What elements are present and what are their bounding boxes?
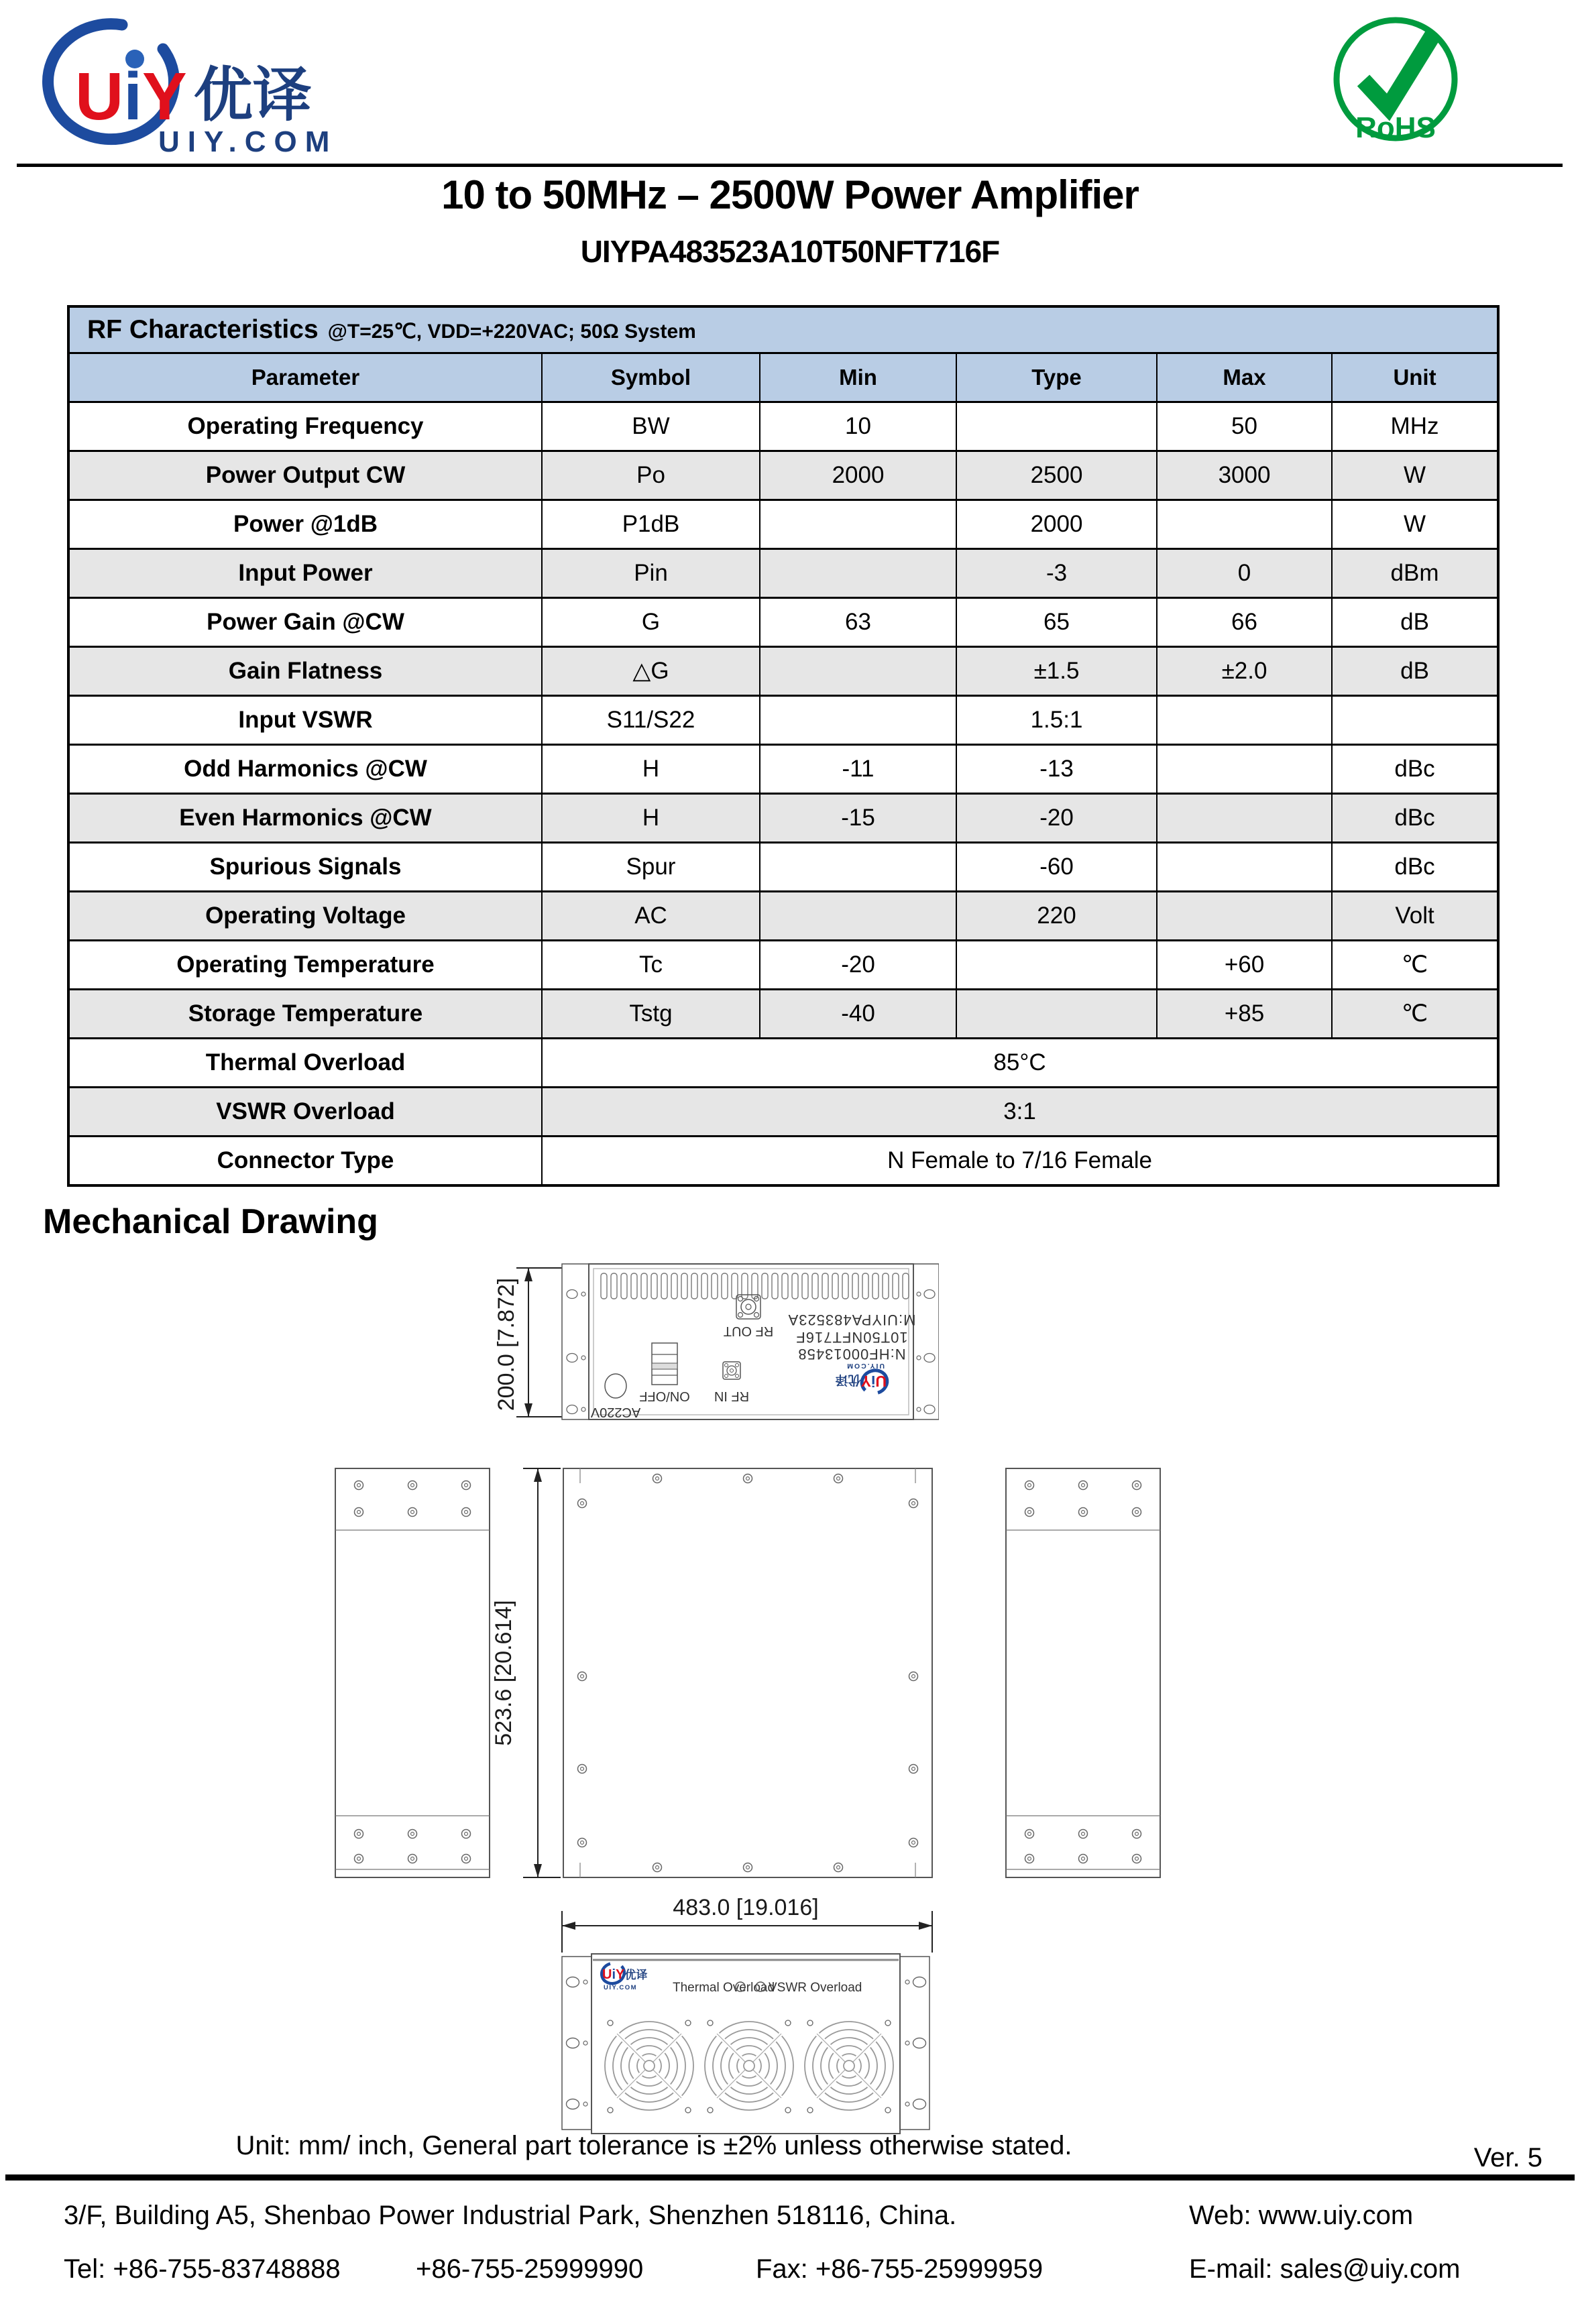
on-off-label: ON/OFF bbox=[639, 1389, 690, 1403]
uiy-logo bbox=[32, 7, 461, 164]
table-row bbox=[68, 1137, 1498, 1186]
screw-icon bbox=[1079, 1830, 1088, 1839]
svg-text:UIY.COM: UIY.COM bbox=[604, 1984, 638, 1991]
table-title: RF Characteristics bbox=[87, 315, 319, 344]
value-cell: 10 bbox=[760, 402, 956, 451]
rear-right-ear bbox=[913, 1264, 939, 1419]
screw-icon bbox=[1025, 1481, 1034, 1490]
footer-divider bbox=[5, 2174, 1575, 2181]
value-cell: -15 bbox=[760, 794, 956, 843]
screw-icon bbox=[355, 1481, 363, 1490]
screw-icon bbox=[909, 1499, 918, 1508]
table-row bbox=[68, 794, 1498, 843]
screw-icon bbox=[1079, 1855, 1088, 1863]
value-cell bbox=[760, 696, 956, 745]
value-cell bbox=[760, 647, 956, 696]
value-cell: -40 bbox=[760, 990, 956, 1039]
top-view-drawing bbox=[322, 1455, 1174, 1891]
parameter-cell: Operating Temperature bbox=[68, 941, 542, 990]
screw-icon bbox=[1025, 1830, 1034, 1839]
rear-part-line: 10T50NFT716F bbox=[795, 1329, 908, 1346]
parameter-cell: Storage Temperature bbox=[68, 990, 542, 1039]
fan-hub bbox=[844, 2060, 854, 2071]
value-cell: +60 bbox=[1157, 941, 1332, 990]
parameter-cell: Power Output CW bbox=[68, 451, 542, 500]
company-tel-2: +86-755-25999990 bbox=[416, 2254, 644, 2284]
col-parameter: Parameter bbox=[68, 353, 542, 402]
value-cell bbox=[956, 941, 1157, 990]
value-cell: -13 bbox=[956, 745, 1157, 794]
table-row bbox=[68, 892, 1498, 941]
screw-icon bbox=[462, 1830, 471, 1839]
value-cell: △G bbox=[542, 647, 760, 696]
parameter-cell: Odd Harmonics @CW bbox=[68, 745, 542, 794]
value-cell: H bbox=[542, 794, 760, 843]
company-email: E-mail: sales@uiy.com bbox=[1189, 2254, 1461, 2284]
logo-site-text: UIY.COM bbox=[158, 125, 338, 158]
rohs-label: RoHS bbox=[1355, 111, 1436, 144]
front-right-ear bbox=[900, 1957, 929, 2130]
value-cell bbox=[1157, 745, 1332, 794]
parameter-cell: Input VSWR bbox=[68, 696, 542, 745]
value-cell bbox=[1157, 500, 1332, 549]
parameter-cell: Input Power bbox=[68, 549, 542, 598]
value-cell: 3000 bbox=[1157, 451, 1332, 500]
value-cell: +85 bbox=[1157, 990, 1332, 1039]
screw-icon bbox=[462, 1508, 471, 1517]
vswr-overload-label: VSWR Overload bbox=[769, 1981, 862, 1995]
value-cell: dBc bbox=[1332, 745, 1498, 794]
rohs-badge bbox=[1327, 5, 1467, 163]
table-row bbox=[68, 647, 1498, 696]
parameter-cell: Power Gain @CW bbox=[68, 598, 542, 647]
table-row bbox=[68, 549, 1498, 598]
rear-height-dimension: 200.0 [7.872] bbox=[494, 1277, 519, 1411]
parameter-cell: Even Harmonics @CW bbox=[68, 794, 542, 843]
parameter-cell: Thermal Overload bbox=[68, 1039, 542, 1088]
value-cell: Tstg bbox=[542, 990, 760, 1039]
value-cell: AC bbox=[542, 892, 760, 941]
value-cell bbox=[760, 500, 956, 549]
value-cell: 0 bbox=[1157, 549, 1332, 598]
screw-icon bbox=[653, 1474, 662, 1483]
value-cell: 2000 bbox=[760, 451, 956, 500]
table-row bbox=[68, 696, 1498, 745]
table-conditions: @T=25℃, VDD=+220VAC; 50Ω System bbox=[327, 321, 696, 343]
screw-icon bbox=[408, 1508, 417, 1517]
value-cell bbox=[760, 843, 956, 892]
screw-icon bbox=[355, 1508, 363, 1517]
value-cell bbox=[956, 402, 1157, 451]
model-number: UIYPA483523A10T50NFT716F bbox=[580, 234, 1000, 269]
page-title: 10 to 50MHz – 2500W Power Amplifier bbox=[441, 172, 1139, 217]
value-cell: Pin bbox=[542, 549, 760, 598]
parameter-cell: Gain Flatness bbox=[68, 647, 542, 696]
value-cell: 50 bbox=[1157, 402, 1332, 451]
screw-icon bbox=[744, 1863, 752, 1872]
value-cell: 2500 bbox=[956, 451, 1157, 500]
table-row bbox=[68, 402, 1498, 451]
screw-icon bbox=[1079, 1481, 1088, 1490]
value-cell bbox=[1332, 696, 1498, 745]
merged-value-cell: 3:1 bbox=[542, 1088, 1498, 1137]
version-label: Ver. 5 bbox=[1473, 2143, 1542, 2172]
value-cell: G bbox=[542, 598, 760, 647]
company-website: Web: www.uiy.com bbox=[1189, 2201, 1414, 2230]
rear-left-ear bbox=[562, 1264, 589, 1419]
table-row bbox=[68, 745, 1498, 794]
rf-table-body bbox=[68, 402, 1498, 1186]
value-cell: P1dB bbox=[542, 500, 760, 549]
value-cell: Spur bbox=[542, 843, 760, 892]
value-cell bbox=[760, 892, 956, 941]
rf-in-label: RF IN bbox=[714, 1389, 750, 1403]
rohs-check-icon bbox=[1363, 34, 1434, 107]
screw-icon bbox=[355, 1830, 363, 1839]
parameter-cell: VSWR Overload bbox=[68, 1088, 542, 1137]
value-cell bbox=[1157, 892, 1332, 941]
screw-icon bbox=[1133, 1830, 1141, 1839]
parameter-cell: Operating Voltage bbox=[68, 892, 542, 941]
rf-characteristics-table bbox=[67, 305, 1500, 1187]
value-cell bbox=[1157, 843, 1332, 892]
screw-icon bbox=[578, 1499, 587, 1508]
parameter-cell: Spurious Signals bbox=[68, 843, 542, 892]
value-cell: 63 bbox=[760, 598, 956, 647]
col-unit: Unit bbox=[1332, 353, 1498, 402]
width-dimension: 483.0 [19.016] bbox=[673, 1895, 819, 1920]
thermal-overload-label: Thermal Overload bbox=[673, 1981, 775, 1995]
table-row bbox=[68, 1088, 1498, 1137]
rear-model-line: M:UIYPA483523A bbox=[787, 1312, 916, 1328]
table-row bbox=[68, 843, 1498, 892]
value-cell bbox=[1157, 794, 1332, 843]
value-cell: Po bbox=[542, 451, 760, 500]
value-cell: 220 bbox=[956, 892, 1157, 941]
screw-icon bbox=[834, 1474, 843, 1483]
svg-text:UiY优译: UiY优译 bbox=[602, 1967, 648, 1982]
value-cell: -60 bbox=[956, 843, 1157, 892]
value-cell: W bbox=[1332, 500, 1498, 549]
merged-value-cell: 85°C bbox=[542, 1039, 1498, 1088]
table-row bbox=[68, 598, 1498, 647]
value-cell: 1.5:1 bbox=[956, 696, 1157, 745]
table-title-band bbox=[68, 306, 1498, 353]
screw-icon bbox=[909, 1672, 918, 1681]
tolerance-note: Unit: mm/ inch, General part tolerance is ±2% unless otherwise stated. bbox=[235, 2131, 1072, 2160]
value-cell: Tc bbox=[542, 941, 760, 990]
value-cell bbox=[956, 990, 1157, 1039]
screw-icon bbox=[1025, 1508, 1034, 1517]
screw-icon bbox=[834, 1863, 843, 1872]
screw-icon bbox=[578, 1672, 587, 1681]
value-cell: -3 bbox=[956, 549, 1157, 598]
screw-icon bbox=[578, 1765, 587, 1774]
col-min: Min bbox=[760, 353, 956, 402]
parameter-cell: Connector Type bbox=[68, 1137, 542, 1186]
value-cell: S11/S22 bbox=[542, 696, 760, 745]
screw-icon bbox=[408, 1855, 417, 1863]
screw-icon bbox=[1133, 1481, 1141, 1490]
value-cell: ℃ bbox=[1332, 941, 1498, 990]
value-cell: dBm bbox=[1332, 549, 1498, 598]
value-cell: 66 bbox=[1157, 598, 1332, 647]
value-cell: ±1.5 bbox=[956, 647, 1157, 696]
screw-icon bbox=[355, 1855, 363, 1863]
screw-icon bbox=[1025, 1855, 1034, 1863]
screw-icon bbox=[408, 1481, 417, 1490]
col-type: Type bbox=[956, 353, 1157, 402]
screw-icon bbox=[1133, 1508, 1141, 1517]
rear-serial-line: N:HF00013458 bbox=[797, 1346, 906, 1362]
value-cell: dBc bbox=[1332, 843, 1498, 892]
value-cell: dBc bbox=[1332, 794, 1498, 843]
parameter-cell: Power @1dB bbox=[68, 500, 542, 549]
table-row bbox=[68, 451, 1498, 500]
rear-panel-drawing bbox=[416, 1244, 939, 1432]
value-cell: -11 bbox=[760, 745, 956, 794]
table-row bbox=[68, 500, 1498, 549]
value-cell: 2000 bbox=[956, 500, 1157, 549]
parameter-cell: Operating Frequency bbox=[68, 402, 542, 451]
table-row bbox=[68, 990, 1498, 1039]
col-max: Max bbox=[1157, 353, 1332, 402]
value-cell: Volt bbox=[1332, 892, 1498, 941]
rf-out-label: RF OUT bbox=[723, 1324, 774, 1338]
screw-icon bbox=[744, 1474, 752, 1483]
value-cell: 65 bbox=[956, 598, 1157, 647]
screw-icon bbox=[578, 1839, 587, 1847]
merged-value-cell: N Female to 7/16 Female bbox=[542, 1137, 1498, 1186]
value-cell: dB bbox=[1332, 647, 1498, 696]
value-cell bbox=[760, 549, 956, 598]
value-cell bbox=[1157, 696, 1332, 745]
screw-icon bbox=[462, 1481, 471, 1490]
value-cell: BW bbox=[542, 402, 760, 451]
value-cell: ±2.0 bbox=[1157, 647, 1332, 696]
value-cell: MHz bbox=[1332, 402, 1498, 451]
mechanical-drawing-heading: Mechanical Drawing bbox=[43, 1202, 378, 1241]
company-tel: Tel: +86-755-83748888 bbox=[64, 2254, 341, 2284]
height-dimension: 523.6 [20.614] bbox=[491, 1600, 516, 1746]
col-symbol: Symbol bbox=[542, 353, 760, 402]
value-cell: ℃ bbox=[1332, 990, 1498, 1039]
screw-icon bbox=[909, 1765, 918, 1774]
front-panel-drawing bbox=[523, 1895, 959, 2136]
table-row bbox=[68, 1039, 1498, 1088]
screw-icon bbox=[462, 1855, 471, 1863]
svg-text:UiY优译: UiY优译 bbox=[835, 1373, 887, 1390]
logo-text: UiY 优译 bbox=[75, 59, 312, 134]
screw-icon bbox=[1133, 1855, 1141, 1863]
fan-hub bbox=[644, 2060, 655, 2071]
screw-icon bbox=[909, 1839, 918, 1847]
table-row bbox=[68, 941, 1498, 990]
svg-text:UIY.COM: UIY.COM bbox=[846, 1362, 885, 1370]
ac-power-label: AC220V bbox=[590, 1405, 641, 1419]
value-cell: H bbox=[542, 745, 760, 794]
value-cell: -20 bbox=[956, 794, 1157, 843]
value-cell: -20 bbox=[760, 941, 956, 990]
value-cell: W bbox=[1332, 451, 1498, 500]
screw-icon bbox=[1079, 1508, 1088, 1517]
company-address: 3/F, Building A5, Shenbao Power Industrial Park, Shenzhen 518116, China. bbox=[64, 2201, 957, 2230]
value-cell: dB bbox=[1332, 598, 1498, 647]
header-divider bbox=[17, 164, 1563, 167]
table-header-row bbox=[68, 353, 1498, 402]
fan-hub bbox=[744, 2060, 754, 2071]
screw-icon bbox=[408, 1830, 417, 1839]
company-fax: Fax: +86-755-25999959 bbox=[756, 2254, 1043, 2284]
top-cover-panel bbox=[563, 1468, 932, 1877]
screw-icon bbox=[653, 1863, 662, 1872]
